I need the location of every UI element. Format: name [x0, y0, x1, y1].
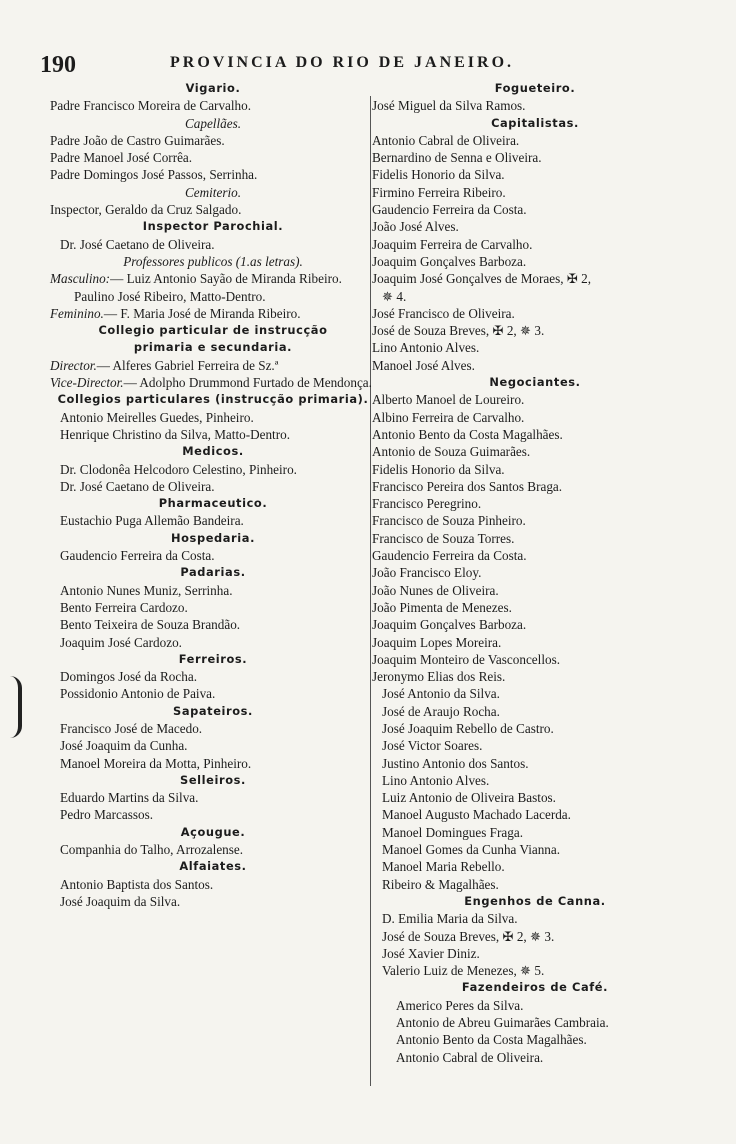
list-item: João Nunes de Oliveira.: [372, 582, 499, 598]
entry-label: Vice-Director.: [50, 375, 124, 391]
section-heading: Negociantes.: [489, 375, 581, 390]
list-item: Paulino José Ribeiro, Matto-Dentro.: [74, 288, 266, 304]
list-item: Antonio Nunes Muniz, Serrinha.: [60, 582, 233, 598]
list-item: Bento Ferreira Cardozo.: [60, 599, 188, 615]
list-item: Dr. José Caetano de Oliveira.: [60, 478, 215, 494]
entry-label: Director.: [50, 357, 97, 373]
list-item: Francisco José de Macedo.: [60, 720, 203, 736]
list-item: Francisco de Souza Pinheiro.: [372, 513, 526, 529]
list-item: Francisco Pereira dos Santos Braga.: [372, 478, 563, 494]
list-item: Gaudencio Ferreira da Costa.: [60, 548, 215, 564]
list-item: José Joaquim Rebello de Castro.: [382, 720, 554, 736]
list-item: [50, 357, 376, 374]
list-item: Dr. José Caetano de Oliveira.: [60, 236, 215, 252]
section-heading: Professores publicos (1.as letras).: [123, 253, 303, 269]
list-item: José Xavier Diniz.: [382, 945, 480, 961]
section-heading: Capitalistas.: [491, 115, 579, 130]
section-heading: Vigario.: [185, 81, 241, 95]
list-item: Manoel Augusto Machado Lacerda.: [382, 807, 571, 823]
list-item: Lino Antonio Alves.: [382, 772, 490, 788]
list-item: Francisco de Souza Torres.: [372, 530, 515, 546]
list-item: Antonio Cabral de Oliveira.: [396, 1049, 544, 1065]
section-heading: Medicos.: [182, 444, 244, 459]
section-heading: Ferreiros.: [178, 651, 248, 666]
list-item: Fidelis Honorio da Silva.: [372, 461, 505, 477]
list-item: José Antonio da Silva.: [382, 686, 500, 702]
list-item: Albino Ferreira de Carvalho.: [372, 409, 525, 425]
list-item: Inspector, Geraldo da Cruz Salgado.: [50, 202, 242, 218]
list-item: Eustachio Puga Allemão Bandeira.: [60, 513, 244, 529]
list-item: Justino Antonio dos Santos.: [382, 755, 529, 771]
list-item: Manoel Moreira da Motta, Pinheiro.: [60, 755, 252, 771]
list-item: Henrique Christino da Silva, Matto-Dentro.: [60, 426, 291, 442]
entry-text: — Adolpho Drummond Furtado de Mendonça.: [123, 375, 372, 391]
section-heading: Hospedaria.: [171, 530, 255, 545]
list-item: Domingos José da Rocha.: [60, 669, 197, 685]
list-item: Manoel Gomes da Cunha Vianna.: [382, 842, 561, 858]
list-item: João Pimenta de Menezes.: [372, 599, 512, 615]
list-item: [50, 270, 376, 287]
section-heading: Alfaiates.: [179, 859, 247, 874]
list-item: José Joaquim da Silva.: [60, 893, 181, 909]
list-item: Ribeiro & Magalhães.: [382, 876, 499, 892]
list-item: Joaquim José Gonçalves de Moraes, ✠ 2,: [372, 271, 592, 287]
section-heading: Sapateiros.: [173, 703, 253, 718]
list-item: João José Alves.: [372, 219, 459, 235]
section-heading: Cemiterio.: [184, 184, 242, 200]
section-heading: Padarias.: [180, 565, 246, 580]
list-item: José de Souza Breves, ✠ 2, ✵ 3.: [382, 928, 555, 944]
list-item: Padre Manoel José Corrêa.: [50, 150, 193, 166]
entry-text: — Luiz Antonio Sayão de Miranda Ribeiro.: [110, 271, 342, 287]
list-item: Antonio de Souza Guimarães.: [372, 444, 531, 460]
list-item: D. Emilia Maria da Silva.: [382, 911, 518, 927]
list-item: Antonio Bento da Costa Magalhães.: [372, 426, 563, 442]
list-item: Padre Domingos José Passos, Serrinha.: [50, 167, 258, 183]
list-item: Bernardino de Senna e Oliveira.: [372, 150, 542, 166]
margin-bracket-mark: [10, 676, 22, 738]
list-item: José Francisco de Oliveira.: [372, 305, 515, 321]
list-item: Pedro Marcassos.: [60, 807, 154, 823]
list-item: Manoel Domingues Fraga.: [382, 824, 524, 840]
list-item: Possidonio Antonio de Paiva.: [60, 686, 216, 702]
list-item: Luiz Antonio de Oliveira Bastos.: [382, 790, 556, 806]
list-item: [50, 305, 376, 322]
section-heading: Selleiros.: [180, 772, 246, 787]
list-item: Antonio Meirelles Guedes, Pinheiro.: [60, 409, 254, 425]
section-heading: Inspector Parochial.: [142, 219, 284, 234]
section-heading: Fazendeiros de Café.: [461, 980, 609, 995]
list-item: Antonio de Abreu Guimarães Cambraia.: [396, 1015, 609, 1031]
list-item: Joaquim José Cardozo.: [60, 634, 182, 650]
section-heading: Engenhos de Canna.: [464, 893, 606, 908]
list-item: Lino Antonio Alves.: [372, 340, 480, 356]
list-item: ✵ 4.: [382, 288, 407, 304]
list-item: João Francisco Eloy.: [372, 565, 482, 581]
list-item: Manoel Maria Rebello.: [382, 859, 505, 875]
section-heading: Capellães.: [184, 115, 242, 131]
entry-label: Masculino:: [50, 271, 111, 287]
list-item: Alberto Manoel de Loureiro.: [372, 392, 525, 408]
list-item: Dr. Clodonêa Helcodoro Celestino, Pinheiro.: [60, 461, 297, 477]
list-item: Gaudencio Ferreira da Costa.: [372, 202, 527, 218]
page-number: 190: [40, 52, 76, 78]
list-item: José de Araujo Rocha.: [382, 703, 500, 719]
list-item: José de Souza Breves, ✠ 2, ✵ 3.: [372, 323, 545, 339]
entry-text: — Alferes Gabriel Ferreira de Sz.ª: [96, 357, 279, 373]
list-item: Francisco Peregrino.: [372, 496, 482, 512]
entry-label: Feminino.: [50, 305, 104, 321]
list-item: Antonio Cabral de Oliveira.: [372, 132, 520, 148]
entry-text: — F. Maria José de Miranda Ribeiro.: [103, 305, 301, 321]
list-item: Valerio Luiz de Menezes, ✵ 5.: [382, 963, 545, 979]
list-item: Joaquim Ferreira de Carvalho.: [372, 236, 533, 252]
list-item: Padre João de Castro Guimarães.: [50, 132, 225, 148]
list-item: Eduardo Martins da Silva.: [60, 790, 199, 806]
list-item: Joaquim Gonçalves Barboza.: [372, 617, 527, 633]
list-item: Gaudencio Ferreira da Costa.: [372, 548, 527, 564]
list-item: Firmino Ferreira Ribeiro.: [372, 184, 506, 200]
list-item: Joaquim Gonçalves Barboza.: [372, 253, 527, 269]
list-item: José Joaquim da Cunha.: [60, 738, 188, 754]
section-heading: Collegios particulares (instrucção primaria).: [57, 392, 369, 407]
list-item: Bento Teixeira de Souza Brandão.: [60, 617, 241, 633]
section-heading: Fogueteiro.: [494, 81, 576, 95]
list-item: [50, 374, 376, 391]
list-item: Joaquim Monteiro de Vasconcellos.: [372, 651, 561, 667]
list-item: José Miguel da Silva Ramos.: [372, 98, 526, 114]
running-title: PROVINCIA DO RIO DE JANEIRO.: [170, 54, 515, 71]
list-item: Joaquim Lopes Moreira.: [372, 634, 502, 650]
list-item: Padre Francisco Moreira de Carvalho.: [50, 98, 252, 114]
list-item: Manoel José Alves.: [372, 357, 475, 373]
list-item: Companhia do Talho, Arrozalense.: [60, 842, 244, 858]
section-heading: Açougue.: [180, 824, 246, 839]
list-item: Antonio Baptista dos Santos.: [60, 876, 214, 892]
list-item: José Victor Soares.: [382, 738, 483, 754]
left-column: [50, 80, 376, 910]
negociantes-list: [372, 391, 698, 893]
section-heading: Pharmaceutico.: [158, 496, 268, 511]
section-heading: Collegio particular de instrucção: [98, 323, 328, 338]
list-item: Antonio Bento da Costa Magalhães.: [396, 1032, 587, 1048]
list-item: Jeronymo Elias dos Reis.: [372, 669, 506, 685]
list-item: Fidelis Honorio da Silva.: [372, 167, 505, 183]
list-item: Americo Peres da Silva.: [396, 997, 524, 1013]
section-heading: primaria e secundaria.: [133, 340, 293, 355]
right-column: [372, 80, 698, 1066]
